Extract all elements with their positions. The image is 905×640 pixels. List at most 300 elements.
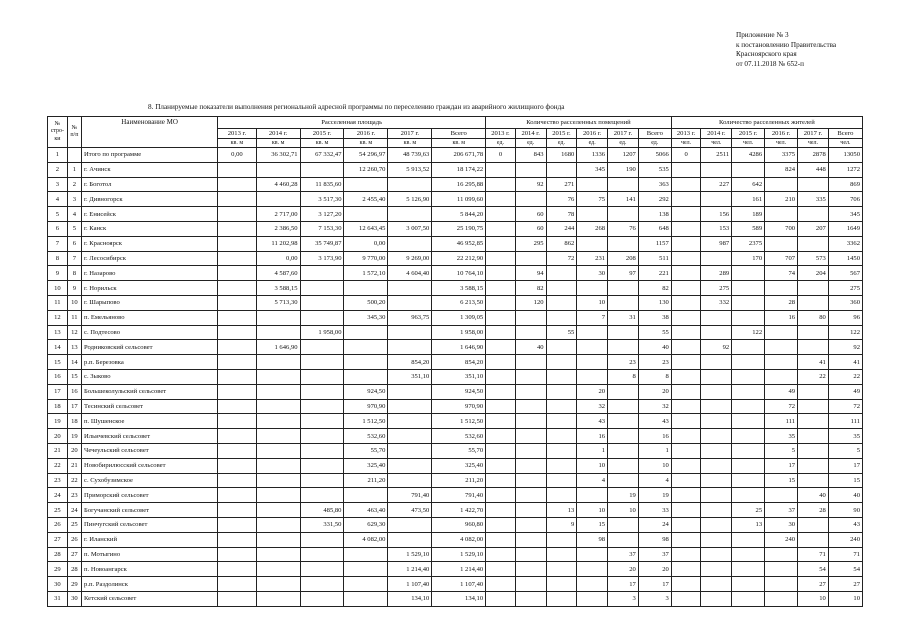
value-cell xyxy=(671,236,701,251)
value-cell: 240 xyxy=(828,532,862,547)
value-cell xyxy=(546,458,577,473)
unit-header-residents: чел. xyxy=(732,139,765,148)
value-cell xyxy=(218,355,256,370)
value-cell xyxy=(671,325,701,340)
value-cell xyxy=(608,236,639,251)
value-cell xyxy=(486,207,516,222)
mo-name-cell: г. Иланский xyxy=(82,532,218,547)
value-cell: 3 588,15 xyxy=(432,281,486,296)
value-cell xyxy=(577,369,608,384)
value-cell: 0,00 xyxy=(256,251,300,266)
value-cell: 13050 xyxy=(828,148,862,163)
appendix-note xyxy=(736,31,836,69)
value-cell xyxy=(515,399,546,414)
value-cell: 54 xyxy=(828,562,862,577)
value-cell xyxy=(546,399,577,414)
value-cell: 190 xyxy=(608,162,639,177)
value-cell xyxy=(671,399,701,414)
value-cell xyxy=(486,310,516,325)
value-cell xyxy=(732,429,765,444)
value-cell: 10 xyxy=(828,591,862,606)
table-row xyxy=(48,429,863,444)
value-cell xyxy=(486,399,516,414)
value-cell: 94 xyxy=(515,266,546,281)
table-row xyxy=(48,325,863,340)
value-cell: 211,20 xyxy=(432,473,486,488)
pp-number-cell: 30 xyxy=(67,591,81,606)
value-cell xyxy=(765,340,798,355)
value-cell: 1 646,90 xyxy=(256,340,300,355)
value-cell xyxy=(546,355,577,370)
mo-name-cell: г. Ачинск xyxy=(82,162,218,177)
pp-number-cell: 19 xyxy=(67,429,81,444)
value-cell: 706 xyxy=(828,192,862,207)
value-cell xyxy=(486,236,516,251)
year-header-premises: 2013 г. xyxy=(486,129,516,139)
year-header-area: 2014 г. xyxy=(256,129,300,139)
value-cell xyxy=(256,503,300,518)
value-cell xyxy=(701,399,732,414)
value-cell xyxy=(732,266,765,281)
table-row xyxy=(48,591,863,606)
value-cell xyxy=(608,340,639,355)
value-cell: 9 xyxy=(546,517,577,532)
value-cell: 3 173,90 xyxy=(300,251,344,266)
value-cell xyxy=(256,458,300,473)
row-number-cell: 29 xyxy=(48,562,68,577)
value-cell xyxy=(798,532,829,547)
mo-name-cell: Приморский сельсовет xyxy=(82,488,218,503)
col-header-row-number: № стро-ки xyxy=(48,117,68,148)
value-cell xyxy=(546,384,577,399)
value-cell: 80 xyxy=(798,310,829,325)
mo-name-cell: р.п. Березовка xyxy=(82,355,218,370)
value-cell xyxy=(701,325,732,340)
value-cell xyxy=(732,162,765,177)
value-cell xyxy=(256,384,300,399)
value-cell: 924,50 xyxy=(432,384,486,399)
value-cell xyxy=(515,577,546,592)
value-cell xyxy=(218,384,256,399)
value-cell xyxy=(671,355,701,370)
row-number-cell: 28 xyxy=(48,547,68,562)
table-row xyxy=(48,266,863,281)
value-cell xyxy=(486,192,516,207)
year-header-residents: 2014 г. xyxy=(701,129,732,139)
value-cell xyxy=(515,473,546,488)
value-cell xyxy=(732,547,765,562)
value-cell: 207 xyxy=(798,221,829,236)
value-cell: 206 671,78 xyxy=(432,148,486,163)
value-cell: 3 517,30 xyxy=(300,192,344,207)
value-cell xyxy=(218,429,256,444)
value-cell: 40 xyxy=(638,340,671,355)
table-row xyxy=(48,221,863,236)
value-cell: 1 512,50 xyxy=(432,414,486,429)
table-row xyxy=(48,148,863,163)
unit-header-residents: чел. xyxy=(701,139,732,148)
value-cell xyxy=(218,251,256,266)
value-cell xyxy=(218,562,256,577)
value-cell xyxy=(388,443,432,458)
value-cell: 37 xyxy=(638,547,671,562)
value-cell: 54 296,97 xyxy=(344,148,388,163)
value-cell: 17 xyxy=(828,458,862,473)
value-cell: 292 xyxy=(638,192,671,207)
table-heading: 8. Планируемые показатели выполнения региональной адресной программы по переселению граждан из аварийного жилищного фонда xyxy=(148,103,565,111)
value-cell: 211,20 xyxy=(344,473,388,488)
value-cell: 18 174,22 xyxy=(432,162,486,177)
value-cell: 22 xyxy=(798,369,829,384)
value-cell: 463,40 xyxy=(344,503,388,518)
value-cell: 7 153,30 xyxy=(300,221,344,236)
value-cell xyxy=(671,251,701,266)
value-cell: 3375 xyxy=(765,148,798,163)
value-cell xyxy=(798,177,829,192)
value-cell xyxy=(218,591,256,606)
value-cell xyxy=(701,414,732,429)
value-cell xyxy=(546,443,577,458)
value-cell: 23 xyxy=(638,355,671,370)
value-cell: 862 xyxy=(546,236,577,251)
pp-number-cell: 4 xyxy=(67,207,81,222)
value-cell: 98 xyxy=(577,532,608,547)
value-cell xyxy=(765,177,798,192)
value-cell xyxy=(486,162,516,177)
value-cell xyxy=(765,236,798,251)
value-cell: 0,00 xyxy=(218,148,256,163)
value-cell: 8 xyxy=(608,369,639,384)
row-number-cell: 11 xyxy=(48,295,68,310)
value-cell: 4 082,00 xyxy=(344,532,388,547)
row-number-cell: 19 xyxy=(48,414,68,429)
value-cell: 49 xyxy=(765,384,798,399)
value-cell xyxy=(577,340,608,355)
value-cell xyxy=(701,532,732,547)
table-row xyxy=(48,458,863,473)
value-cell: 153 xyxy=(701,221,732,236)
value-cell: 1 214,40 xyxy=(388,562,432,577)
appendix-line: Красноярского края xyxy=(736,50,797,59)
pp-number-cell: 15 xyxy=(67,369,81,384)
value-cell xyxy=(388,325,432,340)
value-cell xyxy=(300,473,344,488)
value-cell: 0,00 xyxy=(344,236,388,251)
value-cell: 55,70 xyxy=(344,443,388,458)
value-cell xyxy=(546,429,577,444)
value-cell xyxy=(701,591,732,606)
value-cell xyxy=(671,295,701,310)
unit-header-residents: чел. xyxy=(798,139,829,148)
value-cell: 40 xyxy=(515,340,546,355)
value-cell: 27 xyxy=(798,577,829,592)
value-cell xyxy=(577,591,608,606)
value-cell xyxy=(701,310,732,325)
value-cell: 2 717,00 xyxy=(256,207,300,222)
mo-name-cell: с. Зыково xyxy=(82,369,218,384)
value-cell: 345,30 xyxy=(344,310,388,325)
value-cell xyxy=(486,340,516,355)
value-cell xyxy=(765,281,798,296)
value-cell xyxy=(671,458,701,473)
value-cell xyxy=(515,547,546,562)
value-cell xyxy=(515,355,546,370)
value-cell xyxy=(300,577,344,592)
value-cell: 13 xyxy=(546,503,577,518)
pp-number-cell xyxy=(67,148,81,163)
unit-header-premises: ед. xyxy=(486,139,516,148)
value-cell xyxy=(218,162,256,177)
value-cell xyxy=(798,458,829,473)
mo-name-cell: Новобирилюсский сельсовет xyxy=(82,458,218,473)
value-cell: 35 xyxy=(828,429,862,444)
table-row xyxy=(48,547,863,562)
value-cell xyxy=(486,591,516,606)
value-cell xyxy=(701,162,732,177)
value-cell: 331,50 xyxy=(300,517,344,532)
value-cell xyxy=(388,532,432,547)
unit-header-premises: ед. xyxy=(638,139,671,148)
value-cell xyxy=(732,532,765,547)
mo-name-cell: г. Назарово xyxy=(82,266,218,281)
value-cell xyxy=(300,547,344,562)
mo-name-cell: Большеколульский сельсовет xyxy=(82,384,218,399)
value-cell: 448 xyxy=(798,162,829,177)
mo-name-cell: г. Енисейск xyxy=(82,207,218,222)
value-cell: 1 572,10 xyxy=(344,266,388,281)
unit-header-area: кв. м xyxy=(300,139,344,148)
value-cell xyxy=(256,473,300,488)
value-cell xyxy=(344,340,388,355)
value-cell: 22 212,90 xyxy=(432,251,486,266)
year-header-premises: Всего xyxy=(638,129,671,139)
value-cell: 2375 xyxy=(732,236,765,251)
row-number-cell: 3 xyxy=(48,177,68,192)
year-header-premises: 2017 г. xyxy=(608,129,639,139)
pp-number-cell: 23 xyxy=(67,488,81,503)
value-cell xyxy=(218,266,256,281)
value-cell: 970,90 xyxy=(432,399,486,414)
value-cell: 227 xyxy=(701,177,732,192)
value-cell xyxy=(388,429,432,444)
value-cell: 5 713,30 xyxy=(256,295,300,310)
value-cell xyxy=(218,177,256,192)
value-cell: 511 xyxy=(638,251,671,266)
row-number-cell: 13 xyxy=(48,325,68,340)
table-row xyxy=(48,340,863,355)
value-cell: 642 xyxy=(732,177,765,192)
value-cell xyxy=(765,325,798,340)
row-number-cell: 21 xyxy=(48,443,68,458)
indicators-table xyxy=(47,116,863,607)
value-cell: 60 xyxy=(515,221,546,236)
value-cell xyxy=(577,355,608,370)
value-cell xyxy=(344,177,388,192)
mo-name-cell: Ильичевский сельсовет xyxy=(82,429,218,444)
value-cell: 19 xyxy=(638,488,671,503)
appendix-line: к постановлению Правительства xyxy=(736,40,837,49)
value-cell: 700 xyxy=(765,221,798,236)
pp-number-cell: 13 xyxy=(67,340,81,355)
value-cell xyxy=(732,340,765,355)
pp-number-cell: 2 xyxy=(67,177,81,192)
mo-name-cell: Богучанский сельсовет xyxy=(82,503,218,518)
value-cell: 4 604,40 xyxy=(388,266,432,281)
value-cell xyxy=(256,414,300,429)
value-cell xyxy=(608,281,639,296)
value-cell: 5 844,20 xyxy=(432,207,486,222)
value-cell xyxy=(218,517,256,532)
row-number-cell: 2 xyxy=(48,162,68,177)
value-cell: 231 xyxy=(577,251,608,266)
value-cell: 791,40 xyxy=(388,488,432,503)
row-number-cell: 27 xyxy=(48,532,68,547)
year-header-premises: 2014 г. xyxy=(515,129,546,139)
value-cell: 363 xyxy=(638,177,671,192)
value-cell xyxy=(732,473,765,488)
value-cell xyxy=(701,503,732,518)
value-cell xyxy=(732,355,765,370)
value-cell: 82 xyxy=(638,281,671,296)
value-cell xyxy=(486,369,516,384)
pp-number-cell: 29 xyxy=(67,577,81,592)
value-cell xyxy=(765,577,798,592)
value-cell: 43 xyxy=(577,414,608,429)
value-cell: 0 xyxy=(486,148,516,163)
value-cell xyxy=(701,547,732,562)
value-cell: 535 xyxy=(638,162,671,177)
value-cell: 28 xyxy=(765,295,798,310)
value-cell xyxy=(608,325,639,340)
value-cell: 10 xyxy=(577,295,608,310)
value-cell xyxy=(218,281,256,296)
value-cell xyxy=(515,458,546,473)
value-cell: 5 913,52 xyxy=(388,162,432,177)
value-cell xyxy=(486,177,516,192)
value-cell: 76 xyxy=(608,221,639,236)
value-cell: 332 xyxy=(701,295,732,310)
table-row xyxy=(48,236,863,251)
value-cell: 76 xyxy=(546,192,577,207)
table-row xyxy=(48,577,863,592)
table-row xyxy=(48,281,863,296)
value-cell xyxy=(486,577,516,592)
value-cell xyxy=(608,458,639,473)
value-cell: 208 xyxy=(608,251,639,266)
value-cell: 3 127,20 xyxy=(300,207,344,222)
value-cell: 970,90 xyxy=(344,399,388,414)
row-number-cell: 25 xyxy=(48,503,68,518)
value-cell xyxy=(515,429,546,444)
value-cell: 10 xyxy=(798,591,829,606)
value-cell: 72 xyxy=(828,399,862,414)
value-cell: 629,30 xyxy=(344,517,388,532)
value-cell xyxy=(608,517,639,532)
value-cell xyxy=(798,399,829,414)
value-cell xyxy=(486,355,516,370)
value-cell xyxy=(218,473,256,488)
value-cell: 20 xyxy=(608,562,639,577)
year-header-residents: Всего xyxy=(828,129,862,139)
value-cell xyxy=(218,295,256,310)
value-cell: 791,40 xyxy=(432,488,486,503)
value-cell: 1 529,10 xyxy=(432,547,486,562)
mo-name-cell: Кетский сельсовет xyxy=(82,591,218,606)
value-cell xyxy=(701,192,732,207)
value-cell: 60 xyxy=(515,207,546,222)
value-cell: 134,10 xyxy=(432,591,486,606)
value-cell: 244 xyxy=(546,221,577,236)
value-cell xyxy=(671,488,701,503)
table-row xyxy=(48,399,863,414)
value-cell xyxy=(486,488,516,503)
unit-header-premises: ед. xyxy=(608,139,639,148)
value-cell xyxy=(608,532,639,547)
value-cell: 5066 xyxy=(638,148,671,163)
value-cell xyxy=(218,414,256,429)
value-cell xyxy=(300,443,344,458)
value-cell xyxy=(732,577,765,592)
value-cell: 36 302,71 xyxy=(256,148,300,163)
row-number-cell: 15 xyxy=(48,355,68,370)
value-cell xyxy=(218,458,256,473)
value-cell xyxy=(344,547,388,562)
value-cell xyxy=(388,384,432,399)
value-cell: 843 xyxy=(515,148,546,163)
value-cell xyxy=(798,207,829,222)
value-cell xyxy=(515,532,546,547)
value-cell xyxy=(515,414,546,429)
value-cell xyxy=(546,310,577,325)
mo-name-cell: Пинчугский сельсовет xyxy=(82,517,218,532)
value-cell xyxy=(732,399,765,414)
value-cell xyxy=(701,443,732,458)
value-cell xyxy=(515,562,546,577)
value-cell xyxy=(671,547,701,562)
value-cell xyxy=(218,340,256,355)
value-cell xyxy=(486,414,516,429)
value-cell xyxy=(671,473,701,488)
value-cell: 573 xyxy=(798,251,829,266)
value-cell: 4286 xyxy=(732,148,765,163)
value-cell: 82 xyxy=(515,281,546,296)
table-row xyxy=(48,310,863,325)
value-cell xyxy=(515,310,546,325)
value-cell xyxy=(344,325,388,340)
col-group-area: Расселенная площадь xyxy=(218,117,486,129)
value-cell xyxy=(256,532,300,547)
value-cell xyxy=(577,325,608,340)
value-cell xyxy=(486,384,516,399)
value-cell: 11 202,98 xyxy=(256,236,300,251)
value-cell xyxy=(515,517,546,532)
value-cell: 1 xyxy=(577,443,608,458)
table-row xyxy=(48,562,863,577)
value-cell xyxy=(798,281,829,296)
table-row xyxy=(48,443,863,458)
unit-header-premises: ед. xyxy=(546,139,577,148)
value-cell: 78 xyxy=(546,207,577,222)
value-cell: 289 xyxy=(701,266,732,281)
value-cell xyxy=(798,414,829,429)
value-cell xyxy=(486,429,516,444)
row-number-cell: 18 xyxy=(48,399,68,414)
value-cell: 869 xyxy=(828,177,862,192)
value-cell: 72 xyxy=(546,251,577,266)
value-cell xyxy=(344,577,388,592)
value-cell xyxy=(300,384,344,399)
value-cell xyxy=(388,517,432,532)
